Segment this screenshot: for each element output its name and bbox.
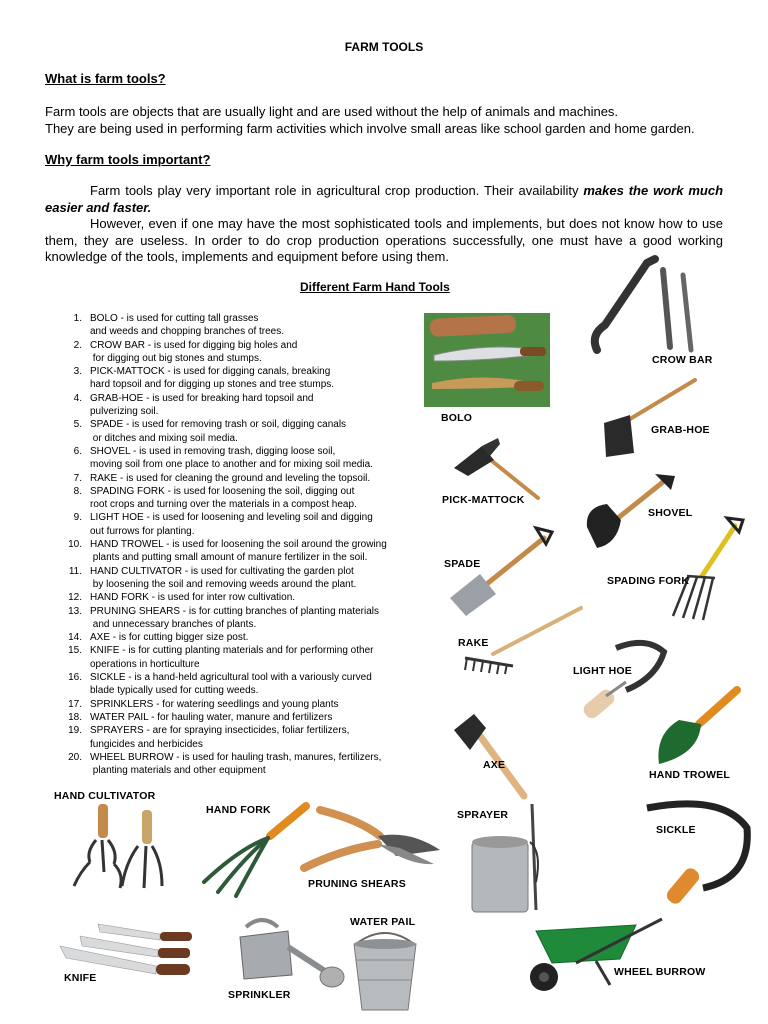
bolo-icon [424, 313, 550, 407]
list-item [66, 751, 436, 778]
list-item [66, 511, 436, 538]
label-hand-cultivator: HAND CULTIVATOR [54, 790, 156, 802]
list-item [66, 392, 436, 419]
importance-text: Farm tools play very important role in agricultural crop production. Their availability [90, 183, 584, 198]
list-item-text: PICK-MATTOCK - is used for digging canals, breaking [90, 366, 331, 378]
list-item-text: SICKLE - is a hand-held agricultural tool with a variously curved [90, 672, 372, 684]
importance-paragraph [45, 183, 723, 216]
list-item-number: 6. [73, 445, 82, 457]
label-wheel-burrow: WHEEL BURROW [614, 966, 706, 978]
label-hand-trowel: HAND TROWEL [649, 769, 730, 781]
page-title: FARM TOOLS [344, 40, 424, 54]
list-item-continuation: out furrows for planting. [90, 525, 195, 537]
label-water-pail: WATER PAIL [350, 916, 416, 928]
list-item-number: 16. [68, 672, 82, 684]
list-item-continuation: planting materials and other equipment [90, 765, 266, 777]
list-item-text: HAND FORK - is used for inter row cultivation. [90, 592, 296, 604]
definition-line-2: They are being used in performing farm activities which involve small areas like school garden and home garden. [45, 120, 695, 136]
list-item-number: 11. [68, 565, 82, 577]
list-item [66, 605, 436, 632]
label-spading-fork: SPADING FORK [607, 575, 690, 587]
list-item-number: 15. [68, 645, 82, 657]
heading-what-is: What is farm tools? [45, 71, 166, 86]
list-item-continuation: blade typically used for cutting weeds. [90, 685, 259, 697]
importance-emphasis: makes the work much easier and faster. [45, 183, 724, 215]
list-item-number: 2. [73, 339, 82, 351]
list-item-text: BOLO - is used for cutting tall grasses [90, 313, 259, 324]
tools-subheading: Different Farm Hand Tools [300, 280, 450, 294]
list-item-number: 13. [68, 605, 82, 617]
list-item-number: 14. [68, 632, 82, 644]
list-item-text: SPRINKLERS - for watering seedlings and young plants [90, 698, 339, 710]
list-item-continuation: and unnecessary branches of plants. [90, 618, 257, 630]
label-pruning-shears: PRUNING SHEARS [308, 878, 406, 890]
hand-trowel-icon [655, 684, 747, 768]
list-item [66, 485, 436, 512]
list-item-continuation: and weeds and chopping branches of trees. [90, 326, 285, 338]
list-item [66, 631, 436, 644]
list-item-text: HAND TROWEL - is used for loosening the soil around the growing [90, 539, 387, 551]
list-item-text: PRUNING SHEARS - is for cutting branches of planting materials [90, 605, 379, 617]
heading-why-important: Why farm tools important? [45, 152, 211, 167]
list-item-number: 9. [73, 512, 82, 524]
list-item-text: CROW BAR - is used for digging big holes and [90, 339, 298, 351]
list-item-number: 5. [73, 419, 82, 431]
label-sickle: SICKLE [656, 824, 696, 836]
list-item [66, 312, 436, 339]
wheel-burrow-icon [516, 915, 666, 995]
paragraph-definition [45, 104, 723, 137]
list-item-number: 4. [73, 392, 82, 404]
list-item-number: 17. [68, 698, 82, 710]
water-pail-icon [350, 930, 420, 1012]
list-item-text: LIGHT HOE - is used for loosening and leveling soil and digging [90, 512, 373, 524]
list-item-text: SPADE - is used for removing trash or soil, digging canals [90, 419, 347, 431]
list-item [66, 711, 436, 724]
list-item [66, 671, 436, 698]
label-sprinkler: SPRINKLER [228, 989, 291, 1001]
list-item-number: 1. [73, 313, 82, 324]
list-item-text: WATER PAIL - for hauling water, manure and fertilizers [90, 711, 333, 723]
list-item-continuation: fungicides and herbicides [90, 738, 203, 750]
label-spade: SPADE [444, 558, 481, 570]
pruning-shears-icon [300, 800, 445, 880]
list-item-text: SPRAYERS - are for spraying insecticides, foliar fertilizers, [90, 725, 350, 737]
list-item [66, 538, 436, 565]
list-item-number: 20. [68, 751, 82, 763]
hand-cultivator-icon [66, 802, 164, 894]
paragraph-importance [45, 183, 723, 266]
list-item [66, 339, 436, 366]
list-item [66, 418, 436, 445]
list-item-continuation: for digging out big stones and stumps. [90, 352, 262, 364]
list-item-text: SHOVEL - is used in removing trash, digging loose soil, [90, 445, 336, 457]
list-item-continuation: root crops and turning over the materials in a compost heap. [90, 499, 357, 511]
label-crow-bar: CROW BAR [652, 354, 713, 366]
label-light-hoe: LIGHT HOE [573, 665, 632, 677]
label-axe: AXE [483, 759, 506, 771]
list-item-number: 7. [73, 472, 82, 484]
sickle-icon [643, 798, 755, 913]
list-item-number: 19. [68, 725, 82, 737]
label-shovel: SHOVEL [648, 507, 693, 519]
list-item [66, 365, 436, 392]
list-item-text: WHEEL BURROW - is used for hauling trash, manures, fertilizers, [90, 751, 382, 763]
list-item [66, 591, 436, 604]
list-item-text: KNIFE - is for cutting planting materials and for performing other [90, 645, 374, 657]
list-item-number: 10. [68, 539, 82, 551]
grab-hoe-icon [600, 375, 700, 460]
crow-bar-icon [585, 255, 705, 360]
list-item [66, 644, 436, 671]
list-item-number: 18. [68, 711, 82, 723]
list-item [66, 565, 436, 592]
label-bolo: BOLO [441, 412, 473, 424]
list-item-text: HAND CULTIVATOR - is used for cultivating the garden plot [90, 565, 354, 577]
label-rake: RAKE [458, 637, 489, 649]
label-pick-mattock: PICK-MATTOCK [442, 494, 525, 506]
list-item [66, 698, 436, 711]
tool-list [66, 312, 436, 777]
list-item-continuation: plants and putting small amount of manure fertilizer in the soil. [90, 552, 368, 564]
label-grab-hoe: GRAB-HOE [651, 424, 710, 436]
list-item-number: 8. [73, 485, 82, 497]
list-item-continuation: pulverizing soil. [90, 406, 159, 418]
list-item-text: AXE - is for cutting bigger size post. [90, 632, 249, 644]
list-item-number: 3. [73, 366, 82, 378]
list-item-continuation: by loosening the soil and removing weeds around the plant. [90, 578, 357, 590]
list-item-continuation: hard topsoil and for digging up stones and tree stumps. [90, 379, 335, 391]
label-hand-fork: HAND FORK [206, 804, 271, 816]
list-item [66, 445, 436, 472]
definition-line-1: Farm tools are objects that are usually light and are used without the help of animals and machines. [45, 104, 619, 119]
knowledge-paragraph: However, even if one may have the most sophisticated tools and implements, but does not know how to use them, they are useless. In order to do crop production operations successfully, one must have a good working knowledge of the tools, implements and equipment before using them. [45, 216, 723, 264]
list-item-text: RAKE - is used for cleaning the ground and leveling the topsoil. [90, 472, 371, 484]
list-item-text: SPADING FORK - is used for loosening the soil, digging out [90, 485, 355, 497]
label-knife: KNIFE [64, 972, 97, 984]
sprinkler-icon [232, 917, 357, 991]
spade-icon [448, 528, 558, 618]
axe-icon [452, 710, 530, 800]
list-item-text: GRAB-HOE - is used for breaking hard topsoil and [90, 392, 314, 404]
list-item-continuation: moving soil from one place to another and for mixing soil media. [90, 459, 373, 471]
spading-fork-icon [667, 516, 747, 620]
list-item-continuation: operations in horticulture [90, 658, 200, 670]
list-item-number: 12. [68, 592, 82, 604]
list-item-continuation: or ditches and mixing soil media. [90, 432, 238, 444]
label-sprayer: SPRAYER [457, 809, 509, 821]
list-item [66, 724, 436, 751]
list-item [66, 472, 436, 485]
